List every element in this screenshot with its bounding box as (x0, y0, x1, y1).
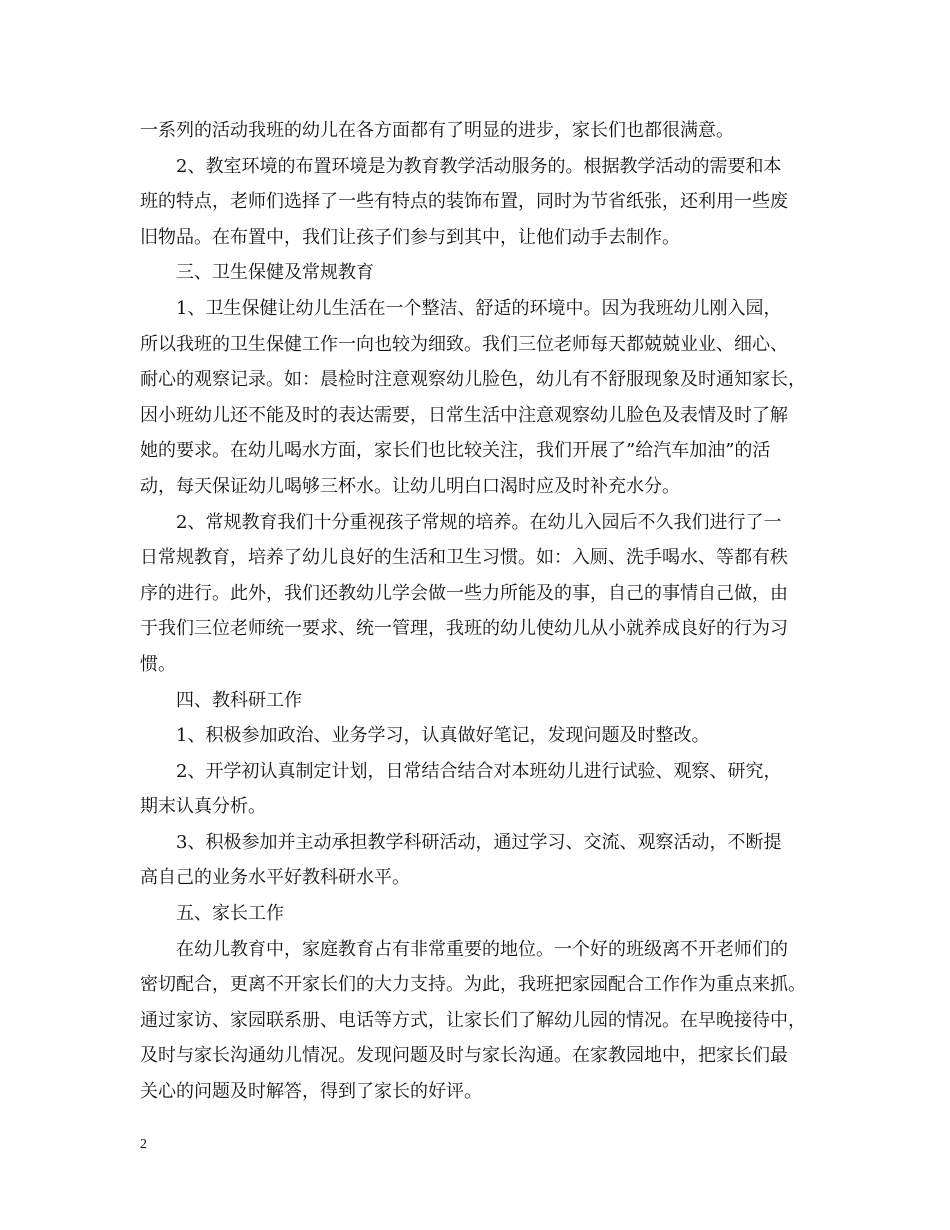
text-line: 惯。 (140, 653, 176, 675)
text-line: 旧物品。在布置中，我们让孩子们参与到其中，让他们动手去制作。 (140, 226, 680, 248)
text-line: 1、卫生保健让幼儿生活在一个整洁、舒适的环境中。因为我班幼儿刚入园， (176, 297, 782, 319)
text-line: 所以我班的卫生保健工作一向也较为细致。我们三位老师每天都兢兢业业、细心、 (140, 333, 788, 355)
text-line: 通过家访、家园联系册、电话等方式，让家长们了解幼儿园的情况。在早晚接待中， (140, 1009, 806, 1031)
text-line: 2、教室环境的布置环境是为教育教学活动服务的。根据教学活动的需要和本 (176, 155, 782, 177)
text-line: 1、积极参加政治、业务学习，认真做好笔记，发现问题及时整改。 (176, 725, 710, 747)
text-line: 序的进行。此外，我们还教幼儿学会做一些力所能及的事，自己的事情自己做，由 (140, 582, 788, 604)
text-line: 密切配合，更离不开家长们的大力支持。为此，我班把家园配合工作作为重点来抓。 (140, 974, 806, 996)
text-line: 她的要求。在幼儿喝水方面，家长们也比较关注，我们开展了”给汽车加油”的活 (140, 440, 771, 462)
text-line: 及时与家长沟通幼儿情况。发现问题及时与家长沟通。在家教园地中，把家长们最 (140, 1045, 788, 1067)
text-line: 动，每天保证幼儿喝够三杯水。让幼儿明白口渴时应及时补充水分。 (140, 475, 680, 497)
text-line: 高自己的业务水平好教科研水平。 (140, 867, 410, 889)
text-line: 耐心的观察记录。如：晨检时注意观察幼儿脸色，幼儿有不舒服现象及时通知家长， (140, 369, 806, 391)
text-line: 日常规教育，培养了幼儿良好的生活和卫生习惯。如：入厕、洗手喝水、等都有秩 (140, 547, 788, 569)
text-line: 三、卫生保健及常规教育 (176, 262, 374, 284)
page-number: 2 (140, 1137, 147, 1152)
text-line: 期末认真分析。 (140, 796, 266, 818)
body-text (140, 113, 830, 1110)
text-line: 四、教科研工作 (176, 689, 302, 711)
text-line: 五、家长工作 (176, 903, 284, 925)
text-line: 2、常规教育我们十分重视孩子常规的培养。在幼儿入园后不久我们进行了一 (176, 511, 782, 533)
text-line: 在幼儿教育中，家庭教育占有非常重要的地位。一个好的班级离不开老师们的 (176, 938, 788, 960)
text-line: 关心的问题及时解答，得到了家长的好评。 (140, 1081, 482, 1103)
text-line: 因小班幼儿还不能及时的表达需要，日常生活中注意观察幼儿脸色及表情及时了解 (140, 404, 788, 426)
text-line: 班的特点，老师们选择了一些有特点的装饰布置，同时为节省纸张，还利用一些废 (140, 191, 788, 213)
text-line: 一系列的活动我班的幼儿在各方面都有了明显的进步，家长们也都很满意。 (140, 120, 734, 141)
text-line: 于我们三位老师统一要求、统一管理，我班的幼儿使幼儿从小就养成良好的行为习 (140, 618, 788, 640)
text-line: 3、积极参加并主动承担教学科研活动，通过学习、交流、观察活动，不断提 (176, 831, 782, 853)
text-line: 2、开学初认真制定计划，日常结合结合对本班幼儿进行试验、观察、研究， (176, 760, 782, 782)
